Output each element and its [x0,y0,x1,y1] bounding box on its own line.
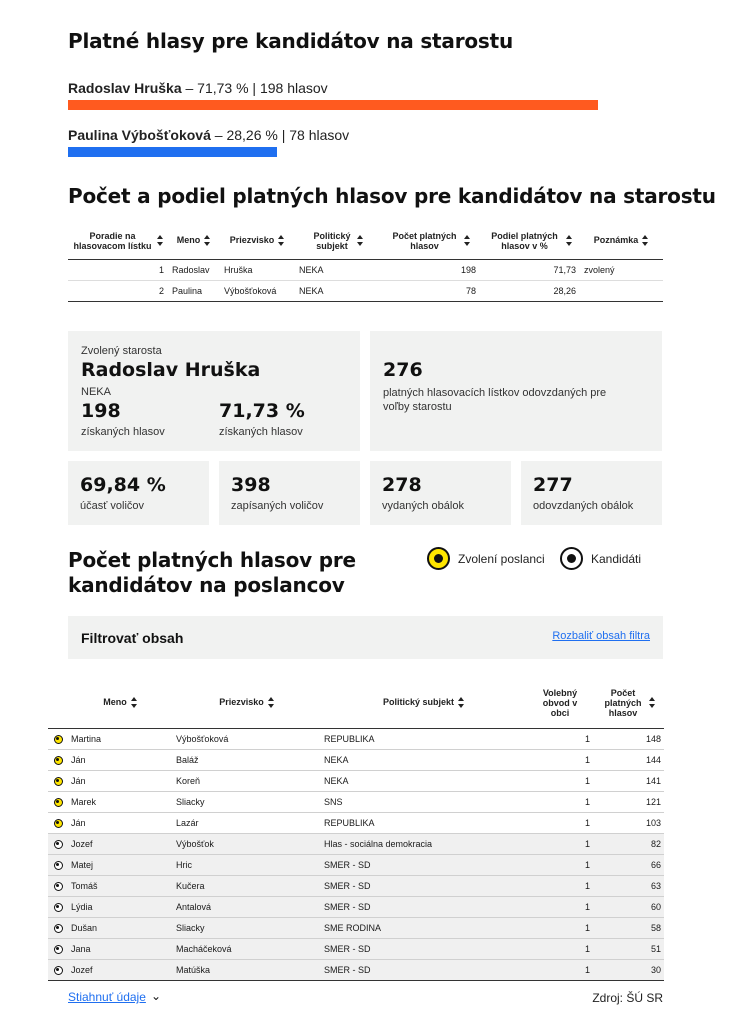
council-candidates-table [48,678,664,981]
col-last-name[interactable]: Priezvisko [173,678,321,728]
candidate-1-name: Radoslav Hruška [68,80,182,96]
turnout-value: 69,84 % [80,474,166,496]
elected-marker-icon [54,756,63,765]
table-row: Marek Sliacky SNS 1 121 [48,791,664,812]
legend-elected-label: Zvolení poslanci [458,551,545,566]
sort-icon [357,235,364,246]
sort-icon [566,235,573,246]
mayor-votes-value: 198 [81,400,121,422]
registered-voters-card [219,461,360,525]
col-party[interactable]: Politický subjekt [295,223,380,259]
col-share[interactable]: Podiel platných hlasov v % [480,223,580,259]
download-data-link[interactable]: Stiahnuť údaje [68,990,146,1004]
candidate-marker-icon [54,840,63,849]
table-row: 1 Radoslav Hruška NEKA 198 71,73 zvolený [68,259,663,280]
elected-marker-icon [54,819,63,828]
voters-value: 398 [231,474,271,496]
table-row: Matej Hric SMER - SD 1 66 [48,854,664,875]
legend-candidates-label: Kandidáti [591,551,642,566]
candidate-1-bar [68,100,598,110]
turnout-card [68,461,209,525]
table-row: Ján Baláž NEKA 1 144 [48,749,664,770]
sort-icon [204,235,211,246]
col-party[interactable]: Politický subjekt [321,678,527,728]
voters-label: zapísaných voličov [231,500,324,512]
issued-value: 278 [382,474,422,496]
sort-icon [464,235,471,246]
col-last-name[interactable]: Priezvisko [220,223,295,259]
mayor-candidates-table [68,223,663,302]
returned-envelopes-card [521,461,662,525]
elected-mayor-party: NEKA [81,386,111,398]
sort-icon [157,235,164,246]
sort-icon [649,697,656,708]
issued-label: vydaných obálok [382,500,464,512]
ballots-label: platných hlasovacích lístkov odovzdaných pre voľby starostu [383,387,607,413]
mayor-votes-label: získaných hlasov [81,426,165,438]
mayor-percent-label: získaných hlasov [219,426,303,438]
table-header-row [68,223,663,259]
filter-title: Filtrovať obsah [81,630,184,646]
turnout-label: účasť voličov [80,500,145,512]
elected-marker-icon [54,777,63,786]
candidate-marker-icon [54,924,63,933]
ballots-value: 276 [383,359,423,381]
chevron-down-icon[interactable]: ⌄ [151,989,162,1003]
valid-ballots-card [370,331,662,451]
elected-mayor-label: Zvolený starosta [81,345,162,357]
elected-mayor-name: Radoslav Hruška [81,359,261,381]
table-row: 2 Paulina Výbošťoková NEKA 78 28,26 [68,280,663,301]
candidate-marker-icon [54,945,63,954]
candidate-2-detail: – 28,26 % | 78 hlasov [210,127,350,143]
filter-panel [68,616,663,659]
issued-envelopes-card [370,461,511,525]
candidate-2-bar [68,147,277,157]
candidate-1-detail: – 71,73 % | 198 hlasov [181,80,328,96]
returned-label: odovzdaných obálok [533,500,634,512]
table-row: Jana Macháčeková SMER - SD 1 51 [48,938,664,959]
candidate-marker-icon [54,966,63,975]
table-header-row [48,678,664,728]
council-title: Počet platných hlasov pre kandidátov na poslancov [68,548,356,597]
elected-mayor-card [68,331,360,451]
candidate-2-label [68,127,349,143]
legend-elected[interactable] [427,547,545,570]
table-row: Ján Koreň NEKA 1 141 [48,770,664,791]
col-first-name[interactable]: Meno [168,223,220,259]
candidate-2-name: Paulina Výbošťoková [68,127,211,143]
col-district[interactable]: Volebný obvod v obci [542,687,578,718]
table-row: Jozef Matúška SMER - SD 1 30 [48,959,664,980]
candidate-marker-icon [54,861,63,870]
elected-marker-icon [54,735,63,744]
returned-value: 277 [533,474,573,496]
candidate-1-label [68,80,328,96]
col-note[interactable]: Poznámka [580,223,663,259]
legend-candidates[interactable] [560,547,641,570]
table-row: Martina Výbošťoková REPUBLIKA 1 148 [48,728,664,749]
table-row: Ján Lazár REPUBLIKA 1 103 [48,812,664,833]
sort-icon [131,697,138,708]
sort-icon [278,235,285,246]
sort-icon [268,697,275,708]
elected-marker-icon [54,798,63,807]
col-votes[interactable]: Počet platných hlasov [593,678,664,728]
col-order[interactable]: Poradie na hlasovacom lístku [68,223,168,259]
sort-icon [458,697,465,708]
mayor-percent-value: 71,73 % [219,400,305,422]
source-label: Zdroj: ŠÚ SR [592,991,663,1005]
candidate-marker-icon [560,547,583,570]
candidate-marker-icon [54,882,63,891]
candidate-marker-icon [54,903,63,912]
mayor-table-title: Počet a podiel platných hlasov pre kandidátov na starostu [68,184,716,208]
expand-filter-link[interactable]: Rozbaliť obsah filtra [552,630,650,642]
sort-icon [642,235,649,246]
col-first-name[interactable]: Meno [68,678,173,728]
mayor-votes-title: Platné hlasy pre kandidátov na starostu [68,29,514,53]
table-row: Lýdia Antalová SMER - SD 1 60 [48,896,664,917]
table-row: Jozef Výbošťok Hlas - sociálna demokracia 1 82 [48,833,664,854]
table-row: Tomáš Kučera SMER - SD 1 63 [48,875,664,896]
table-row: Dušan Sliacky SME RODINA 1 58 [48,917,664,938]
col-votes[interactable]: Počet platných hlasov [380,223,480,259]
elected-marker-icon [427,547,450,570]
